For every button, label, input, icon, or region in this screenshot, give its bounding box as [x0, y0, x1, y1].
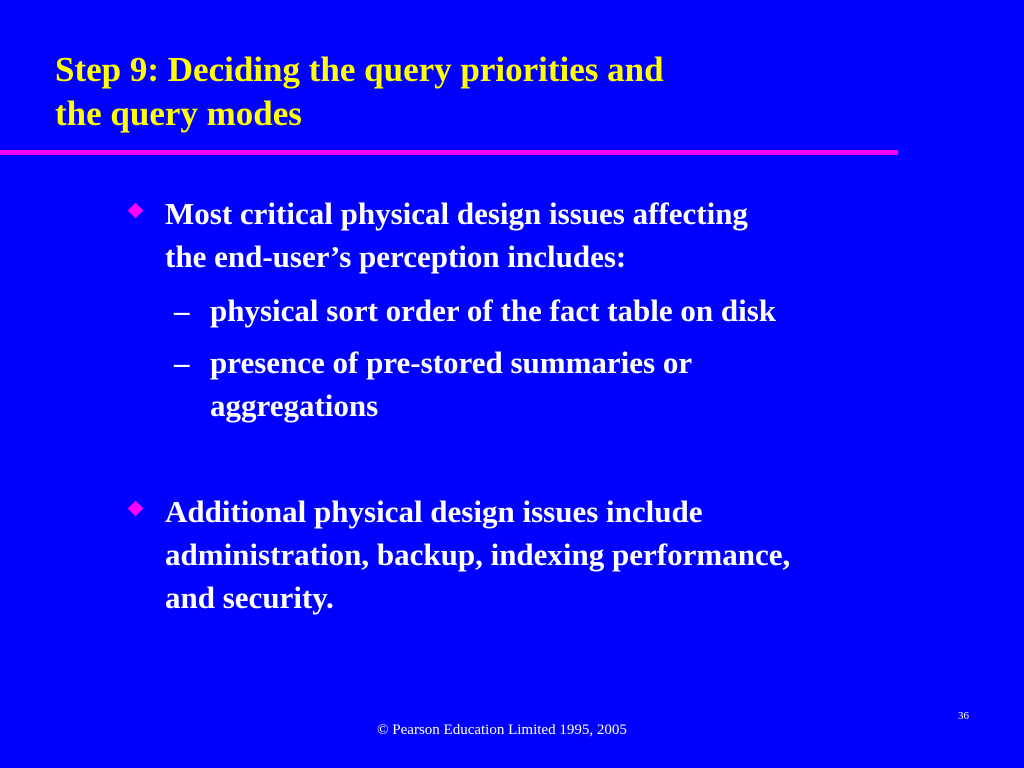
diamond-bullet-icon	[128, 203, 144, 219]
title-underline-rule	[0, 150, 898, 155]
bullet-text-line: the end-user’s perception includes:	[165, 239, 627, 274]
sub-bullet-text-line: physical sort order of the fact table on disk	[210, 293, 777, 328]
title-line: the query modes	[55, 94, 302, 133]
dash-bullet: –	[174, 293, 190, 328]
bullet-item	[165, 192, 985, 278]
sub-bullet-item	[174, 289, 990, 332]
bullet-text-line: Most critical physical design issues affecting	[165, 196, 748, 231]
sub-bullet-text-line: aggregations	[210, 388, 379, 423]
diamond-bullet-icon	[128, 501, 144, 517]
bullet-text-line: administration, backup, indexing performance,	[165, 537, 791, 572]
page-number: 36	[958, 710, 969, 722]
sub-bullet-text-line: presence of pre-stored summaries or	[210, 345, 693, 380]
bullet-text-line: Additional physical design issues include	[165, 494, 703, 529]
bullet-text-line: and security.	[165, 580, 334, 615]
sub-bullet-item	[174, 341, 990, 427]
dash-bullet: –	[174, 345, 190, 380]
bullet-item	[165, 490, 985, 619]
title-line: Step 9: Deciding the query priorities and	[55, 50, 664, 89]
copyright-footer: © Pearson Education Limited 1995, 2005	[377, 722, 627, 738]
slide-title	[55, 48, 935, 136]
